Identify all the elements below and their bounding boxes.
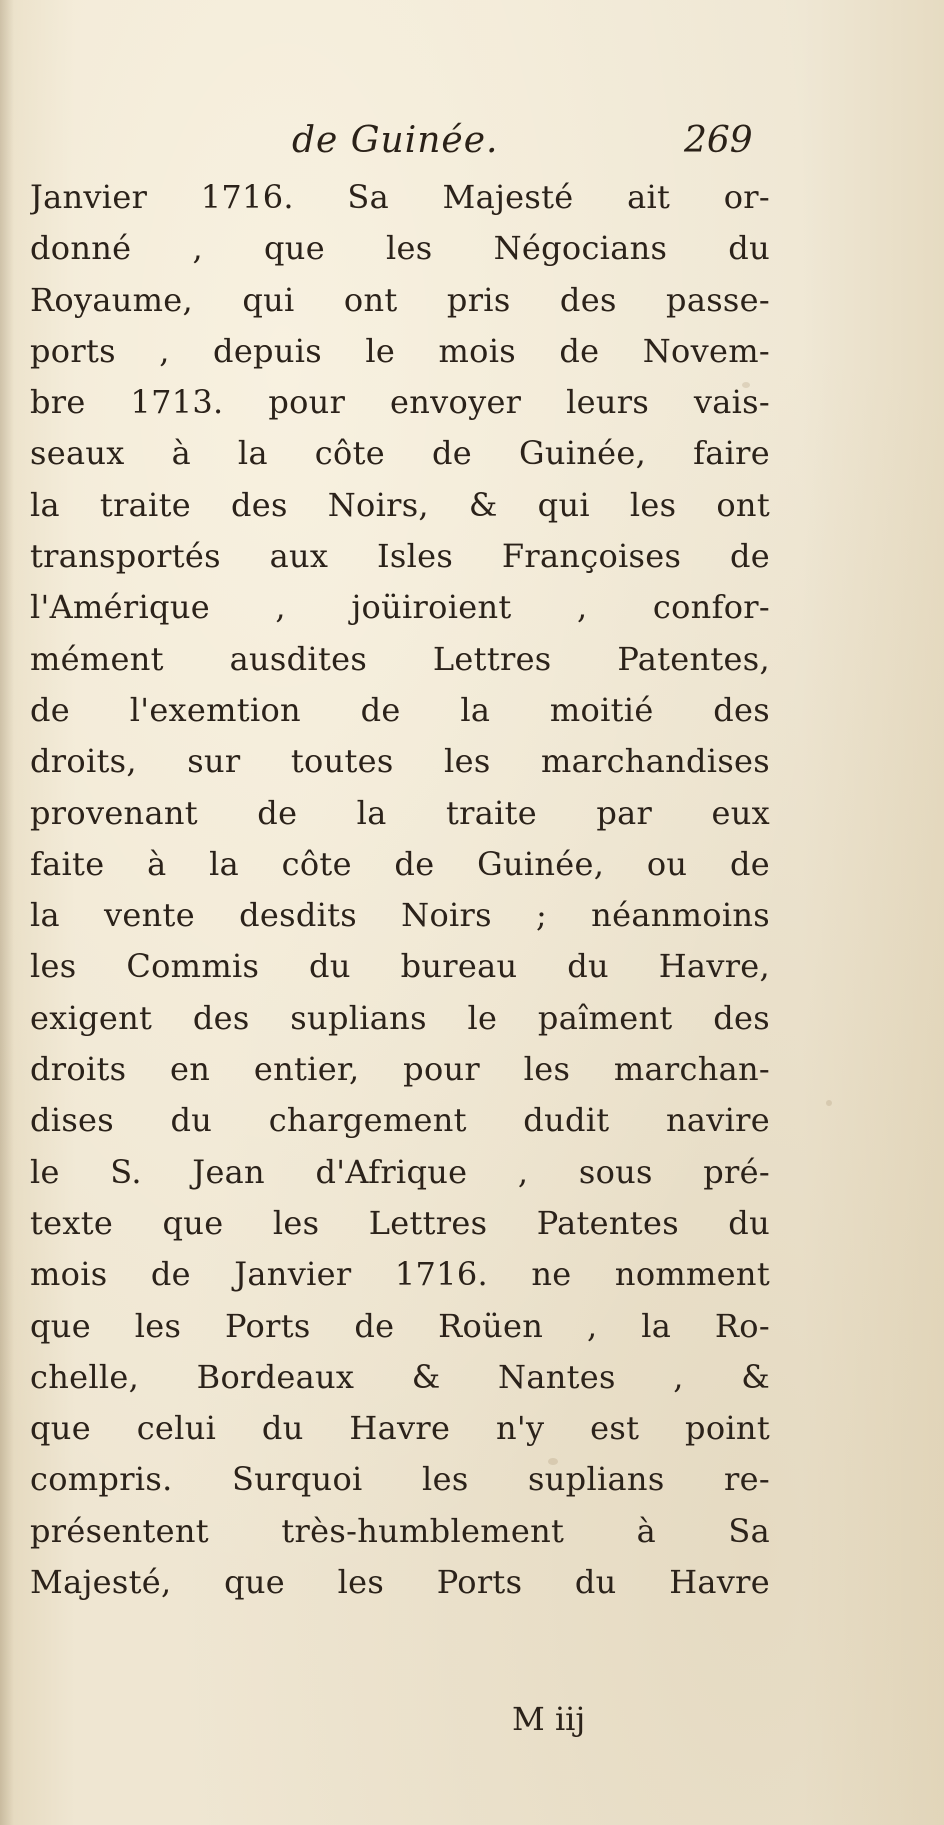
text-line: présentent très-humblement à Sa [30,1511,770,1550]
text-line: exigent des suplians le paîment des [30,998,770,1037]
text-line: seaux à la côte de Guinée, faire [30,434,770,473]
text-line: dises du chargement dudit navire [30,1101,770,1140]
body-text [30,172,770,1608]
text-line: Majesté, que les Ports du Havre [30,1563,770,1602]
paper-stain [826,1100,832,1106]
text-line: Royaume, qui ont pris des passe- [30,280,770,319]
text-line: texte que les Lettres Patentes du [30,1203,770,1242]
page-number: 269 [684,120,753,161]
text-line: Janvier 1716. Sa Majesté ait or- [30,178,770,216]
gutter-shadow [0,0,14,1825]
text-line: bre 1713. pour envoyer leurs vais- [30,383,770,422]
text-line: l'Amérique , joüiroient , confor- [30,588,770,627]
text-line: chelle, Bordeaux & Nantes , & [30,1357,770,1396]
text-line: la vente desdits Noirs ; néanmoins [30,896,770,935]
text-line: provenant de la traite par eux [30,793,770,832]
text-line: mément ausdites Lettres Patentes, [30,639,770,678]
text-line: droits en entier, pour les marchan- [30,1050,770,1089]
text-line: les Commis du bureau du Havre, [30,947,770,986]
text-line: que celui du Havre n'y est point [30,1409,770,1448]
text-line: la traite des Noirs, & qui les ont [30,485,770,524]
text-line: faite à la côte de Guinée, ou de [30,844,770,883]
running-head: de Guinée. [292,120,499,161]
page-header [0,120,944,170]
signature-mark: M iij [512,1700,586,1738]
text-line: ports , depuis le mois de Novem- [30,331,770,370]
text-line: mois de Janvier 1716. ne nomment [30,1255,770,1294]
text-line: que les Ports de Roüen , la Ro- [30,1306,770,1345]
text-line: compris. Surquoi les suplians re- [30,1460,770,1499]
text-line: donné , que les Négocians du [30,229,770,268]
text-line: droits, sur toutes les marchandises [30,742,770,781]
text-line: le S. Jean d'Afrique , sous pré- [30,1152,770,1191]
text-line: de l'exemtion de la moitié des [30,690,770,729]
text-line: transportés aux Isles Françoises de [30,537,770,576]
